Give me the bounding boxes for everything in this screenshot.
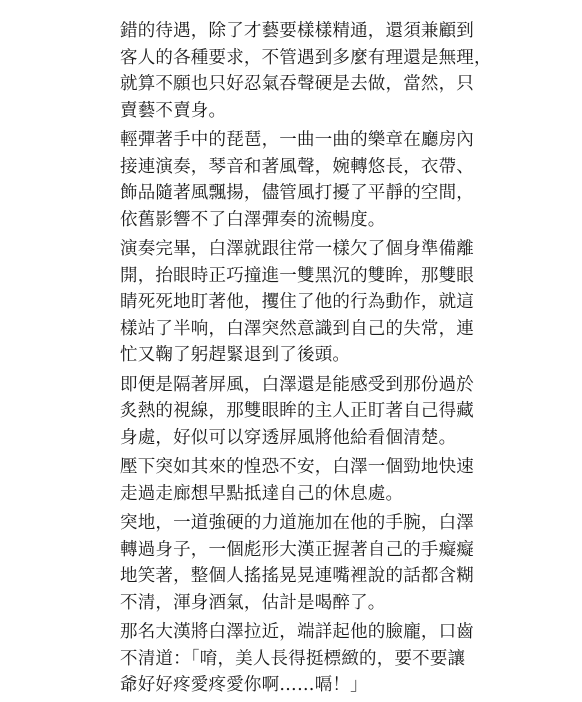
text-line: 即便是隔著屏風，白澤還是能感受到那份過於	[120, 374, 474, 395]
text-line: 壓下突如其來的惶恐不安，白澤一個勁地快速	[120, 457, 474, 477]
text-line: 客人的各種要求，不管遇到多麼有理還是無理，	[120, 47, 492, 68]
text-line: 爺好好疼愛疼愛你啊……嗝！」	[120, 675, 368, 695]
text-line: 輕彈著手中的琵琶，一曲一曲的樂章在廳房內	[120, 130, 474, 150]
paragraph	[120, 510, 474, 616]
document-page	[120, 18, 492, 702]
text-line: 轉過身子，一個彪形大漢正握著自己的手癡癡	[120, 539, 474, 560]
text-line: 賣藝不賣身。	[120, 100, 227, 121]
text-line: 忙又鞠了躬趕緊退到了後頭。	[120, 345, 351, 365]
paragraph	[120, 127, 474, 233]
paragraph	[120, 372, 474, 452]
text-line: 不清道：「唷，美人長得挺標緻的，要不要讓	[120, 648, 466, 669]
text-line: 身處，好似可以穿透屏風將他給看個清楚。	[120, 427, 457, 448]
text-line: 地笑著，整個人搖搖晃晃連嘴裡說的話都含糊	[120, 566, 474, 586]
paragraph	[120, 619, 474, 699]
text-line: 那名大漢將白澤拉近，端詳起他的臉龐，口齒	[120, 622, 474, 642]
text-line: 接連演奏，琴音和著風聲，婉轉悠長，衣帶、	[120, 156, 474, 177]
paragraph	[120, 18, 492, 124]
text-line: 樣站了半响，白澤突然意識到自己的失常，連	[120, 318, 474, 339]
text-line: 依舊影響不了白澤彈奏的流暢度。	[120, 209, 386, 230]
paragraph	[120, 236, 474, 369]
text-line: 飾品隨著風飄揚，儘管風打擾了平靜的空間，	[120, 183, 474, 203]
text-line: 走過走廊想早點抵達自己的休息處。	[120, 483, 404, 504]
text-line: 就算不願也只好忍氣吞聲硬是去做，當然，只	[120, 74, 474, 94]
text-line: 睛死死地盯著他，攫住了他的行為動作，就這	[120, 292, 474, 312]
text-line: 錯的待遇，除了才藝要樣樣精通，還須兼顧到	[120, 21, 474, 41]
text-line: 突地，一道強硬的力道施加在他的手腕，白澤	[120, 513, 474, 533]
paragraph	[120, 454, 474, 507]
text-line: 炙熱的視線，那雙眼眸的主人正盯著自己得藏	[120, 401, 474, 421]
text-line: 演奏完畢，白澤就跟往常一樣欠了個身準備離	[120, 239, 474, 259]
text-line: 不清，渾身酒氣，估計是喝醉了。	[120, 592, 386, 613]
text-line: 開，抬眼時正巧撞進一雙黑沉的雙眸，那雙眼	[120, 265, 474, 286]
